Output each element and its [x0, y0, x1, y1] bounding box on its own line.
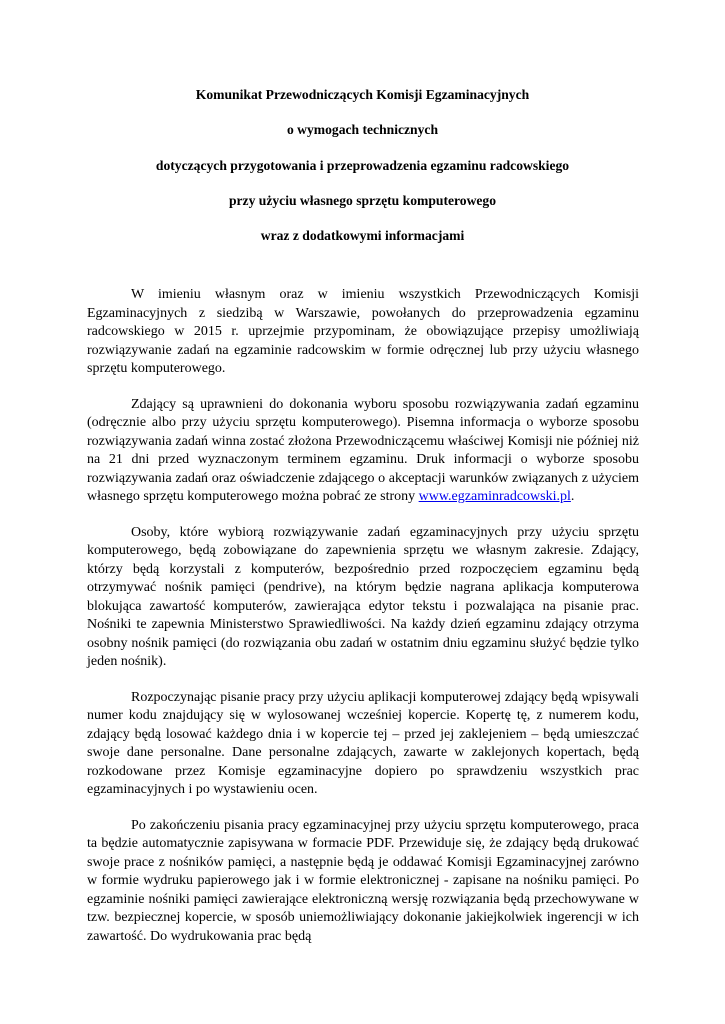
title-line: dotyczących przygotowania i przeprowadzenia egzaminu radcowskiego	[155, 157, 570, 173]
paragraph-text: W imieniu własnym oraz w imieniu wszystkich Przewodniczących Komisji Egzaminacyjnych z siedzibą w Warszawie, powołanych do przeprowadzenia egzaminu radcowskiego w 2015 r. uprzejmie przypominam, że obowiązujące przepisy umożliwiają rozwiązywanie zadań na egzaminie radcowskim w formie odręcznej lub przy użyciu własnego sprzętu komputerowego.	[87, 287, 639, 376]
paragraph-text: Po zakończeniu pisania pracy egzaminacyjnej przy użyciu sprzętu komputerowego, praca ta będzie automatycznie zapisywana w formacie PDF. Przewiduje się, że zdający będą drukować swoje prace z nośników pamięci, a następnie będą je oddawać Komisji Egzaminacyjnej zarówno w formie wydruku papierowego jak i w formie elektronicznej - zapisane na nośniku pamięci. Po egzaminie nośniki pamięci zawierające elektroniczną wersję rozwiązania będą przechowywane w tzw. bezpiecznej kopercie, w sposób uniemożliwiający dokonanie jakiejkolwiek ingerencji w ich zawartość. Do wydrukowania prac będą	[87, 817, 639, 944]
paragraph	[87, 396, 639, 507]
paragraph	[87, 286, 639, 379]
document-title	[0, 86, 725, 262]
website-link[interactable]: www.egzaminradcowski.pl	[418, 489, 571, 504]
title-line: wraz z dodatkowymi informacjami	[260, 228, 465, 244]
paragraph-text: Osoby, które wybiorą rozwiązywanie zadań egzaminacyjnych przy użyciu sprzętu komputerowego, będą zobowiązane do zapewnienia sprzętu we własnym zakresie. Zdający, którzy będą korzystali z komputerów, bezpośrednio przed rozpoczęciem egzaminu będą otrzymywać nośnik pamięci (pendrive), na którym będzie nagrana aplikacja komputerowa blokująca zawartość komputerów, zawierająca edytor tekstu i pozwalająca na pisanie prac. Nośniki te zapewnia Ministerstwo Sprawiedliwości. Na każdy dzień egzaminu zdający otrzyma osobny nośnik pamięci (do rozwiązania obu zadań w ostatnim dniu egzaminu służyć będzie tylko jeden nośnik).	[87, 524, 639, 669]
paragraph	[87, 817, 639, 947]
document-body	[87, 286, 639, 963]
link-suffix: .	[570, 489, 575, 504]
paragraph	[87, 524, 639, 672]
title-line: o wymogach technicznych	[286, 122, 439, 138]
paragraph-text: Zdający są uprawnieni do dokonania wyboru sposobu rozwiązywania zadań egzaminu (odręcznie albo przy użyciu sprzętu komputerowego). Pisemna informacja o wyborze sposobu rozwiązywania zadań winna zostać złożona Przewodniczącemu właściwej Komisji nie później niż na 21 dni przed wyznaczonym terminem egzaminu. Druk informacji o wyborze sposobu rozwiązywania zadań oraz oświadczenie zdającego o akceptacji warunków związanych z użyciem własnego sprzętu komputerowego można pobrać ze strony	[87, 396, 639, 504]
paragraph-text: Rozpoczynając pisanie pracy przy użyciu aplikacji komputerowej zdający będą wpisywali numer kodu znajdujący się w wylosowanej wcześniej kopercie. Kopertę tę, z numerem kodu, zdający będą losować każdego dnia i w kopercie tej – przed jej zaklejeniem – będą umieszczać swoje dane personalne. Dane personalne zdających, zawarte w zaklejonych kopertach, będą rozkodowane przez Komisje egzaminacyjne dopiero po sprawdzeniu wszystkich prac egzaminacyjnych i po wystawieniu ocen.	[87, 689, 639, 797]
title-line: Komunikat Przewodniczących Komisji Egzaminacyjnych	[195, 87, 530, 102]
paragraph	[87, 689, 639, 800]
title-line: przy użyciu własnego sprzętu komputerowego	[228, 192, 497, 208]
